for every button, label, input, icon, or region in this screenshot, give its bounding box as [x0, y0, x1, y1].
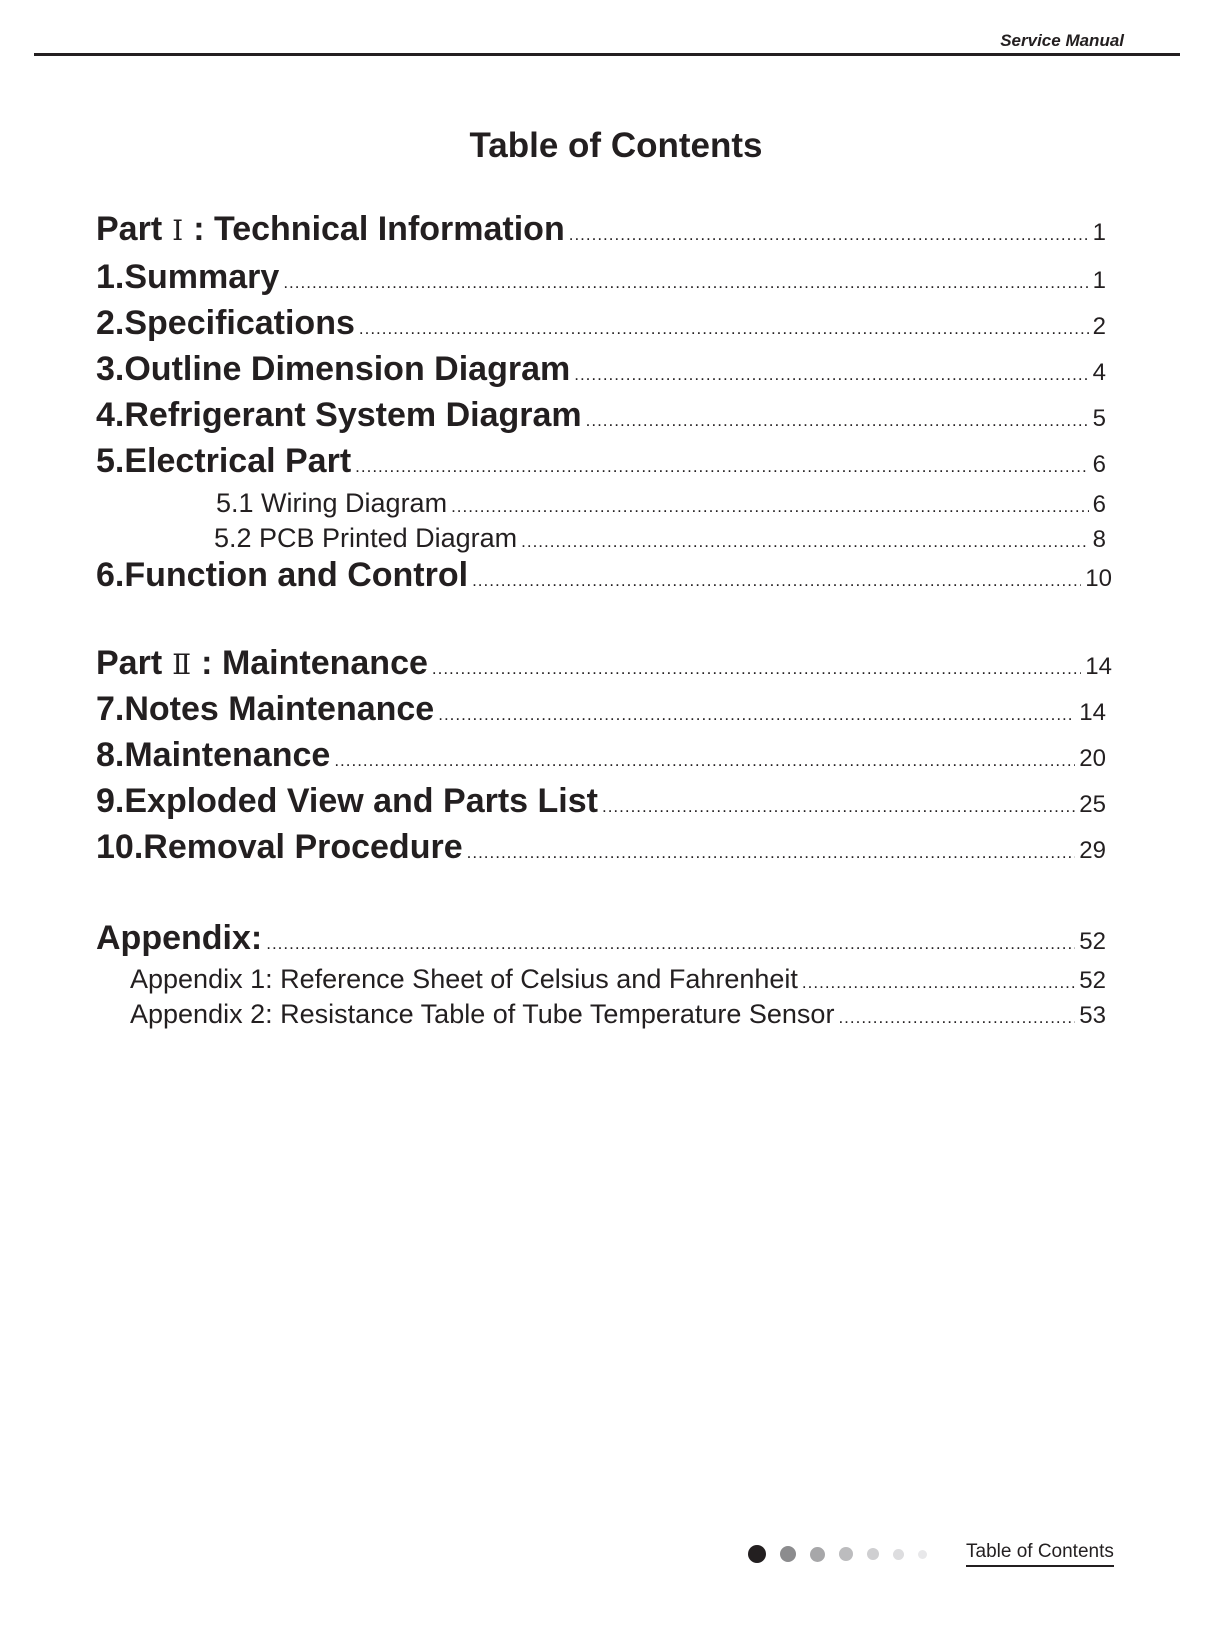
- dot-leader: [472, 571, 1081, 591]
- toc-entry-label: 2.Specifications: [96, 304, 355, 342]
- toc-entry-label: Appendix:: [96, 919, 263, 957]
- toc-entry-label: 10.Removal Procedure: [96, 828, 463, 866]
- toc-entry-appendix[interactable]: [96, 919, 1106, 958]
- toc-entry-electrical[interactable]: [96, 442, 1106, 481]
- dot-leader: [602, 797, 1075, 817]
- toc-page-number: 20: [1079, 745, 1106, 772]
- toc-page-number: 25: [1079, 791, 1106, 818]
- toc-page-number: 5: [1092, 405, 1106, 432]
- toc-entry-label: 1.Summary: [96, 258, 280, 296]
- toc-page-number: 53: [1079, 1002, 1106, 1029]
- dot-leader: [802, 973, 1075, 993]
- toc-entry-label: 8.Maintenance: [96, 736, 331, 774]
- toc-page-number: 52: [1079, 928, 1106, 955]
- dot-leader: [838, 1008, 1075, 1028]
- part-title: : Technical Information: [193, 210, 565, 248]
- dot-leader: [569, 225, 1089, 245]
- page-title: Table of Contents: [469, 126, 763, 165]
- dot-leader: [266, 934, 1075, 954]
- toc-entry-refrigerant[interactable]: [96, 396, 1106, 435]
- toc-entry-label: 5.Electrical Part: [96, 442, 352, 480]
- toc-page-number: 2: [1092, 313, 1106, 340]
- footer-dot-1: [748, 1545, 766, 1563]
- part-roman-numeral: Ⅰ: [172, 214, 184, 247]
- toc-entry-label: 5.1 Wiring Diagram: [216, 488, 448, 518]
- toc-entry-function[interactable]: [96, 556, 1112, 595]
- dot-leader: [451, 497, 1089, 517]
- footer-dot-indicator: [748, 1545, 941, 1563]
- toc-page-number: 10: [1085, 565, 1112, 592]
- part-prefix: Part: [96, 644, 163, 682]
- toc-entry-label: [96, 210, 565, 249]
- toc-entry-appendix-2[interactable]: [130, 999, 1106, 1030]
- header-divider: [34, 53, 1180, 56]
- toc-page-number: 6: [1092, 491, 1106, 518]
- toc-entry-label: 9.Exploded View and Parts List: [96, 782, 598, 820]
- toc-entry-part-2[interactable]: [96, 644, 1112, 683]
- footer-dot-6: [893, 1549, 904, 1560]
- toc-entry-specifications[interactable]: [96, 304, 1106, 343]
- toc-page-number: 52: [1079, 967, 1106, 994]
- footer-dot-5: [867, 1548, 879, 1560]
- footer-dot-2: [780, 1546, 796, 1562]
- toc-entry-outline-dimension[interactable]: [96, 350, 1106, 389]
- toc-entry-label: 7.Notes Maintenance: [96, 690, 435, 728]
- toc-entry-appendix-1[interactable]: [130, 964, 1106, 995]
- toc-page-number: 6: [1092, 451, 1106, 478]
- toc-page-number: 1: [1092, 219, 1106, 246]
- dot-leader: [432, 659, 1081, 679]
- toc-entry-wiring[interactable]: [216, 488, 1106, 519]
- dot-leader: [521, 532, 1089, 552]
- dot-leader: [334, 751, 1075, 771]
- footer-dot-4: [839, 1547, 853, 1561]
- toc-entry-label: 4.Refrigerant System Diagram: [96, 396, 582, 434]
- dot-leader: [574, 365, 1088, 385]
- dot-leader: [586, 411, 1089, 431]
- toc-page-number: 14: [1079, 699, 1106, 726]
- toc-page-number: 1: [1092, 267, 1106, 294]
- toc-page-number: 14: [1085, 653, 1112, 680]
- toc-entry-part-1[interactable]: [96, 210, 1106, 249]
- part-title: : Maintenance: [201, 644, 428, 682]
- footer-section-label: Table of Contents: [966, 1541, 1114, 1567]
- dot-leader: [438, 705, 1075, 725]
- toc-entry-removal[interactable]: [96, 828, 1106, 867]
- toc-entry-label: 3.Outline Dimension Diagram: [96, 350, 571, 388]
- toc-entry-label: Appendix 1: Reference Sheet of Celsius and Fahrenheit: [130, 964, 798, 994]
- toc-entry-label: 5.2 PCB Printed Diagram: [214, 523, 518, 553]
- toc-entry-maintenance[interactable]: [96, 736, 1106, 775]
- dot-leader: [359, 319, 1089, 339]
- header-label: Service Manual: [1000, 31, 1124, 50]
- part-prefix: Part: [96, 210, 163, 248]
- toc-entry-label: 6.Function and Control: [96, 556, 469, 594]
- toc-page-number: 8: [1092, 526, 1106, 553]
- part-roman-numeral: Ⅱ: [172, 648, 192, 681]
- dot-leader: [283, 273, 1088, 293]
- toc-entry-label: [96, 644, 428, 683]
- toc-entry-summary[interactable]: [96, 258, 1106, 297]
- toc-entry-exploded-view[interactable]: [96, 782, 1106, 821]
- dot-leader: [355, 457, 1088, 477]
- toc-entry-pcb[interactable]: [214, 523, 1106, 554]
- toc-entry-label: Appendix 2: Resistance Table of Tube Temperature Sensor: [130, 999, 835, 1029]
- toc-page-number: 4: [1092, 359, 1106, 386]
- dot-leader: [467, 843, 1076, 863]
- footer-dot-3: [810, 1547, 825, 1562]
- toc-page-number: 29: [1079, 837, 1106, 864]
- footer-dot-7: [918, 1550, 927, 1559]
- toc-entry-notes-maintenance[interactable]: [96, 690, 1106, 729]
